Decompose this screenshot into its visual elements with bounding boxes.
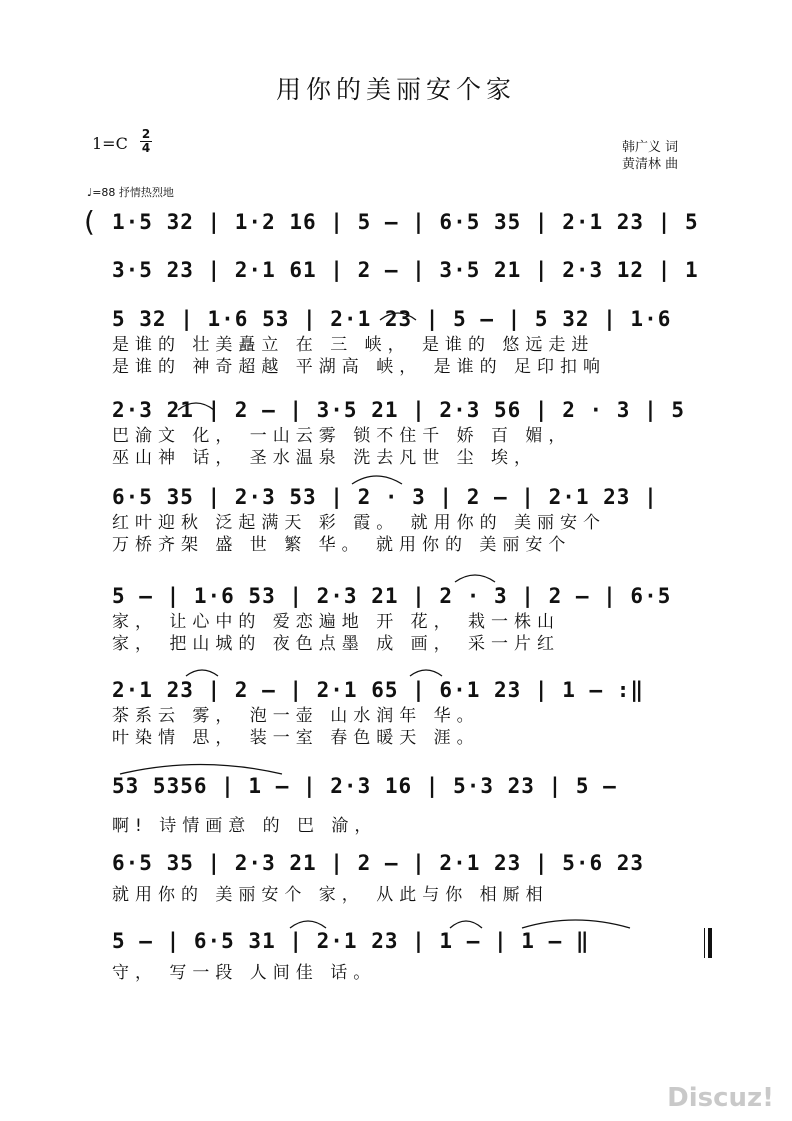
lyrics-verse-1: 就用你的 美丽安个 家， 从此与你 相厮相 xyxy=(112,885,549,905)
time-signature xyxy=(140,128,152,154)
time-signature-bottom: 4 xyxy=(141,141,151,155)
lyrics-verse-1: 是谁的 壮美矗立 在 三 峡， 是谁的 悠远走进 xyxy=(112,335,595,355)
notation-line: 5 – | 6·5 31 | 2·1 23 | 1 – | 1 – ‖ xyxy=(112,929,590,953)
lyrics-verse-1: 红叶迎秋 泛起满天 彩 霞。 就用你的 美丽安个 xyxy=(112,513,607,533)
system-9 xyxy=(112,848,712,928)
system-3 xyxy=(112,304,712,378)
lyrics-verse-1: 家， 让心中的 爱恋遍地 开 花， 栽一株山 xyxy=(112,612,561,632)
final-barline-thin xyxy=(704,928,705,958)
lyrics-verse-1: 茶系云 雾， 泡一壶 山水润年 华。 xyxy=(112,706,480,726)
notation-line: 3·5 23 | 2·1 61 | 2 – | 3·5 21 | 2·3 12 | 1 xyxy=(112,258,699,282)
lyrics-verse-1: 啊! 诗情画意 的 巴 渝， xyxy=(112,816,378,836)
lyricist-credit: 韩广义 词 xyxy=(622,140,679,155)
notation-line: 2·1 23 | 2 – | 2·1 65 | 6·1 23 | 1 – :‖ xyxy=(112,678,645,702)
lyrics-verse-2: 巫山神 话， 圣水温泉 洗去凡世 尘 埃， xyxy=(112,448,538,468)
notation-line: 5 32 | 1·6 53 | 2·1 23 | 5 – | 5 32 | 1·6 xyxy=(112,307,672,331)
tempo-marking: ♩=88 抒情热烈地 xyxy=(87,186,174,199)
key-signature: 1=C xyxy=(92,134,128,153)
notation-line: 1·5 32 | 1·2 16 | 5 – | 6·5 35 | 2·1 23 | 5 xyxy=(112,210,699,234)
notation-line: 6·5 35 | 2·3 21 | 2 – | 2·1 23 | 5·6 23 xyxy=(112,851,645,875)
lyrics-verse-1: 巴渝文 化， 一山云雾 锁不住千 娇 百 媚， xyxy=(112,426,572,446)
lyrics-verse-2: 是谁的 神奇超越 平湖高 峡， 是谁的 足印扣响 xyxy=(112,357,607,377)
lyrics-verse-2 xyxy=(112,984,712,1006)
song-title: 用你的美丽安个家 xyxy=(275,75,516,104)
system-1 xyxy=(112,207,712,237)
notation-line: 6·5 35 | 2·3 53 | 2 · 3 | 2 – | 2·1 23 | xyxy=(112,485,658,509)
lyrics-verse-1: 守， 写一段 人间佳 话。 xyxy=(112,963,377,983)
system-6 xyxy=(112,581,712,655)
system-7 xyxy=(112,675,712,749)
time-signature-top: 2 xyxy=(141,127,151,141)
intro-open-paren: ( xyxy=(84,205,95,238)
lyrics-verse-2: 家， 把山城的 夜色点墨 成 画， 采一片红 xyxy=(112,634,561,654)
lyrics-verse-2: 万桥齐架 盛 世 繁 华。 就用你的 美丽安个 xyxy=(112,535,572,555)
system-2 xyxy=(112,255,712,285)
composer-credit: 黄清林 曲 xyxy=(622,157,679,172)
system-8 xyxy=(112,771,712,859)
lyrics-verse-2 xyxy=(112,906,712,928)
system-5 xyxy=(112,482,712,556)
notation-line: 2·3 21 | 2 – | 3·5 21 | 2·3 56 | 2 · 3 | 5 xyxy=(112,398,686,422)
lyrics-verse-2: 叶染情 思， 装一室 春色暖天 涯。 xyxy=(112,728,480,748)
notation-line: 5 – | 1·6 53 | 2·3 21 | 2 · 3 | 2 – | 6·5 xyxy=(112,584,672,608)
system-10 xyxy=(112,926,712,1006)
system-4 xyxy=(112,395,712,469)
watermark-logo: Discuz! xyxy=(667,1083,774,1113)
final-barline-thick xyxy=(708,928,712,958)
notation-line: 53 5356 | 1 – | 2·3 16 | 5·3 23 | 5 – xyxy=(112,774,617,798)
